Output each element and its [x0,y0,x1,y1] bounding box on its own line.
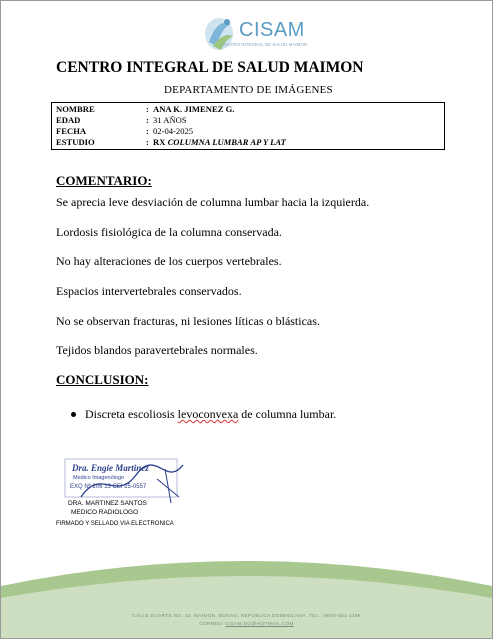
colon: : [146,104,149,114]
patient-label: FECHA [56,126,87,136]
spellcheck-flagged-word: levoconvexa [177,407,239,421]
footer-email-line [1,622,492,627]
footer-email-label: CORREO: [199,622,226,627]
cisam-logo [197,12,307,56]
patient-label: ESTUDIO [56,137,95,147]
signature-note: FIRMADO Y SELLADO VIA ELECTRONICA [56,521,174,527]
bullet-dot-icon [71,412,76,417]
patient-value [153,137,286,148]
comentario-line: Se aprecia leve desviación de columna lumbar hacia la izquierda. [56,195,370,209]
stamp-doctor-name: Dra. Engie Martinez [72,463,149,473]
comentario-line: Lordosis fisiológica de la columna conservada. [56,225,282,239]
comentario-line: No hay alteraciones de los cuerpos vertebrales. [56,254,282,268]
patient-value: 31 AÑOS [153,115,187,125]
comentario-line: Espacios intervertebrales conservados. [56,284,242,298]
comentario-line: No se observan fracturas, ni lesiones líticas o blásticas. [56,314,320,328]
logo-subtitle: CENTRO INTEGRAL DE SALUD MAIMON [221,42,308,47]
conclusion-text-start: Discreta escoliosis [85,407,178,421]
study-prefix: RX [153,137,168,147]
colon: : [146,126,149,136]
footer-address: CALLE DUARTE NO. 13, MAIMÓN, BONAO, REPUBLICA DOMINICANA, TEL.: (809)-551-2196 [132,614,361,619]
comentario-line: Tejidos blandos paravertebrales normales. [56,343,258,357]
comentario-heading: COMENTARIO: [56,173,152,188]
footer-email-link[interactable]: CISAM.DO@HOTMAIL.COM [225,622,294,627]
stamp-role: Medico Imagenólogo [73,475,125,481]
patient-value: ANA K. JIMENEZ G. [153,104,235,114]
patient-label: NOMBRE [56,104,95,114]
conclusion-bullet [71,407,336,422]
patient-value: 02-04-2025 [153,126,194,136]
signer-role: MEDICO RADIOLOGO [71,509,139,516]
patient-label: EDAD [56,115,81,125]
department-label: DEPARTAMENTO DE IMÁGENES [164,84,333,96]
conclusion-heading: CONCLUSION: [56,372,149,387]
logo-wordmark: CISAM [239,19,305,41]
stamp-license: EXQ Nº 206 13 CEI 25-0557 [70,484,147,490]
report-title: CENTRO INTEGRAL DE SALUD MAIMON [56,59,364,76]
conclusion-text-end: de columna lumbar. [238,407,337,421]
patient-info-box [51,102,445,150]
signer-name: DRA. MARTINEZ SANTOS [68,500,147,507]
colon: : [146,115,149,125]
study-name: COLUMNA LUMBAR AP Y LAT [167,137,286,147]
colon: : [146,137,149,147]
